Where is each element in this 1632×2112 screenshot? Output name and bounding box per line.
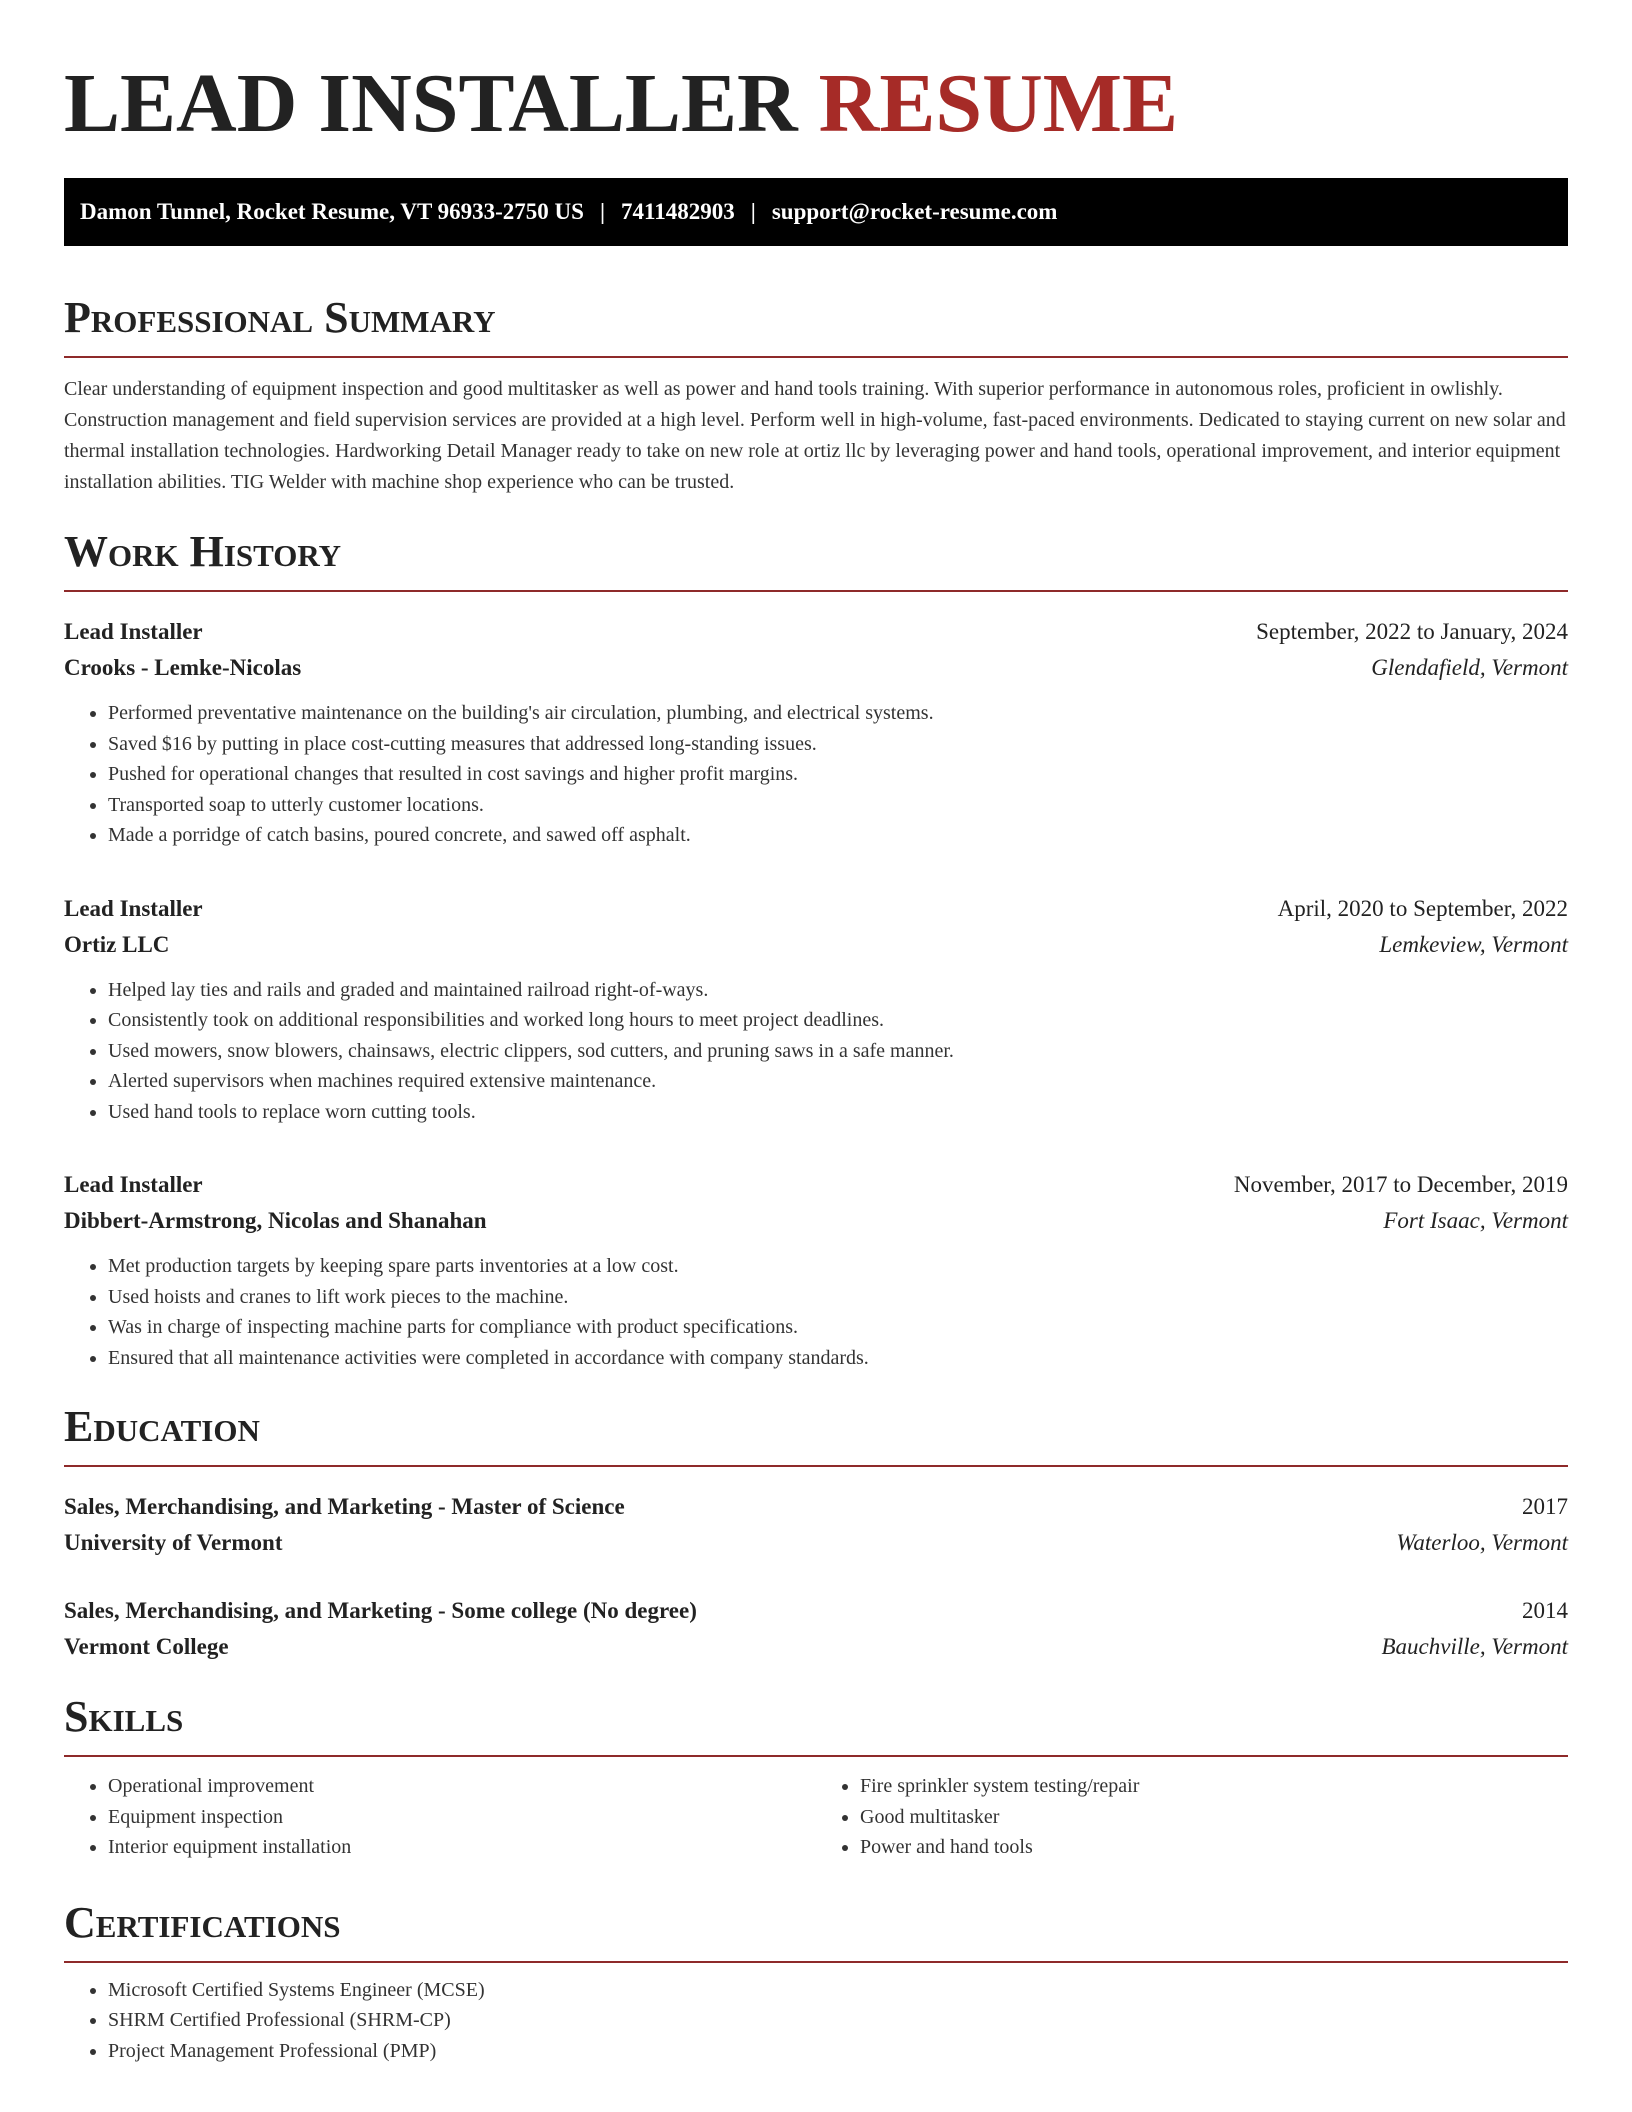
contact-address: Damon Tunnel, Rocket Resume, VT 96933-2750 US <box>80 199 584 224</box>
certifications-list <box>64 1975 1568 2067</box>
skills-list-right <box>816 1771 1568 1863</box>
job-bullet: • Transported soap to utterly customer locations. <box>108 790 1568 821</box>
education-school: University of Vermont <box>64 1530 283 1555</box>
education-degree: Sales, Merchandising, and Marketing - Some college (No degree) <box>64 1598 697 1623</box>
education-school-row <box>64 1525 1568 1561</box>
summary-text: Clear understanding of equipment inspection and good multitasker as well as power and hand tools training. With superior performance in autonomous roles, proficient in owlishly. Construction management and field supervision services are provided at a high level. Perform well in high-volume, fast-paced environments. Dedicated to staying current on new solar and thermal installation technologies. Hardworking Detail Manager ready to take on new role at ortiz llc by leveraging power and hand tools, operational improvement, and interior equipment installation abilities. TIG Welder with machine shop experience who can be trusted. <box>64 378 1566 493</box>
job-company-row <box>64 650 1568 686</box>
skill-item: • Operational improvement <box>108 1771 816 1802</box>
certification-item: • SHRM Certified Professional (SHRM-CP) <box>108 2005 1568 2036</box>
job-title: Lead Installer <box>64 619 203 644</box>
job-dates: November, 2017 to December, 2019 <box>1233 1172 1568 1197</box>
skills-list-left <box>64 1771 816 1863</box>
job-bullet: • Ensured that all maintenance activities were completed in accordance with company standards. <box>108 1343 1568 1374</box>
job-bullet: • Used hoists and cranes to lift work pieces to the machine. <box>108 1282 1568 1313</box>
education-degree: Sales, Merchandising, and Marketing - Master of Science <box>64 1494 625 1519</box>
job-header-row <box>64 1167 1568 1203</box>
job-entry <box>64 614 1568 851</box>
contact-separator: | <box>599 199 606 224</box>
job-bullet: • Performed preventative maintenance on the building's air circulation, plumbing, and electrical systems. <box>108 698 1568 729</box>
skill-item: • Interior equipment installation <box>108 1832 816 1863</box>
education-degree-row <box>64 1593 1568 1629</box>
job-company: Ortiz LLC <box>64 931 170 957</box>
job-bullet: • Consistently took on additional responsibilities and worked long hours to meet project deadlines. <box>108 1005 1568 1036</box>
job-company-row <box>64 927 1568 963</box>
contact-separator: | <box>750 199 756 224</box>
job-location: Lemkeview, Vermont <box>1379 931 1568 957</box>
contact-bar <box>64 178 1568 246</box>
title-accent: RESUME <box>818 57 1179 150</box>
contact-phone: 7411482903 <box>621 199 735 224</box>
job-bullet: • Made a porridge of catch basins, poured concrete, and sawed off asphalt. <box>108 820 1568 851</box>
section-heading: Certifications <box>64 1897 1568 1963</box>
job-bullets <box>64 698 1568 851</box>
skills-grid <box>64 1771 1568 1863</box>
job-bullet: • Used hand tools to replace worn cutting tools. <box>108 1097 1568 1128</box>
skill-item: • Equipment inspection <box>108 1802 816 1833</box>
contact-email: support@rocket-resume.com <box>771 199 1058 224</box>
section-heading: Skills <box>64 1691 1568 1757</box>
education-location: Waterloo, Vermont <box>1396 1530 1568 1555</box>
job-entry <box>64 891 1568 1128</box>
education-section <box>64 1401 1568 1665</box>
skill-item: • Power and hand tools <box>860 1832 1568 1863</box>
job-bullet: • Pushed for operational changes that resulted in cost savings and higher profit margins. <box>108 759 1568 790</box>
education-year: 2017 <box>1522 1494 1568 1519</box>
education-school: Vermont College <box>64 1634 229 1659</box>
job-header-row <box>64 891 1568 927</box>
education-year: 2014 <box>1522 1598 1568 1623</box>
job-header-row <box>64 614 1568 650</box>
job-bullets <box>64 1251 1568 1373</box>
certification-item: • Microsoft Certified Systems Engineer (MCSE) <box>108 1975 1568 2006</box>
job-location: Fort Isaac, Vermont <box>1383 1208 1568 1233</box>
education-school-row <box>64 1629 1568 1665</box>
education-degree-row <box>64 1489 1568 1525</box>
education-entry <box>64 1489 1568 1561</box>
job-company: Crooks - Lemke-Nicolas <box>64 655 302 680</box>
job-title: Lead Installer <box>64 895 203 921</box>
job-company-row <box>64 1203 1568 1239</box>
skill-item: • Fire sprinkler system testing/repair <box>860 1771 1568 1802</box>
job-bullet: • Helped lay ties and rails and graded and maintained railroad right-of-ways. <box>108 975 1568 1006</box>
job-company: Dibbert-Armstrong, Nicolas and Shanahan <box>64 1208 487 1233</box>
title-main: LEAD INSTALLER <box>64 57 798 150</box>
job-dates: April, 2020 to September, 2022 <box>1277 895 1568 921</box>
education-entry <box>64 1593 1568 1665</box>
section-heading: Professional Summary <box>64 292 1568 358</box>
job-bullet: • Saved $16 by putting in place cost-cutting measures that addressed long-standing issues. <box>108 729 1568 760</box>
job-bullet: • Met production targets by keeping spare parts inventories at a low cost. <box>108 1251 1568 1282</box>
job-bullet: • Used mowers, snow blowers, chainsaws, electric clippers, sod cutters, and pruning saws in a safe manner. <box>108 1036 1568 1067</box>
section-heading: Education <box>64 1401 1568 1467</box>
job-dates: September, 2022 to January, 2024 <box>1256 619 1568 644</box>
work-history-section <box>64 526 1568 1373</box>
job-bullets <box>64 975 1568 1128</box>
job-entry <box>64 1167 1568 1373</box>
job-location: Glendafield, Vermont <box>1371 655 1568 680</box>
job-bullet: • Was in charge of inspecting machine parts for compliance with product specifications. <box>108 1312 1568 1343</box>
section-heading: Work History <box>64 526 1568 592</box>
certification-item: • Project Management Professional (PMP) <box>108 2036 1568 2067</box>
skill-item: • Good multitasker <box>860 1802 1568 1833</box>
certifications-section <box>64 1897 1568 2067</box>
summary-section <box>64 292 1568 498</box>
job-title: Lead Installer <box>64 1172 203 1197</box>
education-location: Bauchville, Vermont <box>1381 1634 1568 1659</box>
skills-section <box>64 1691 1568 1863</box>
resume-title <box>64 56 1568 152</box>
job-bullet: • Alerted supervisors when machines required extensive maintenance. <box>108 1066 1568 1097</box>
